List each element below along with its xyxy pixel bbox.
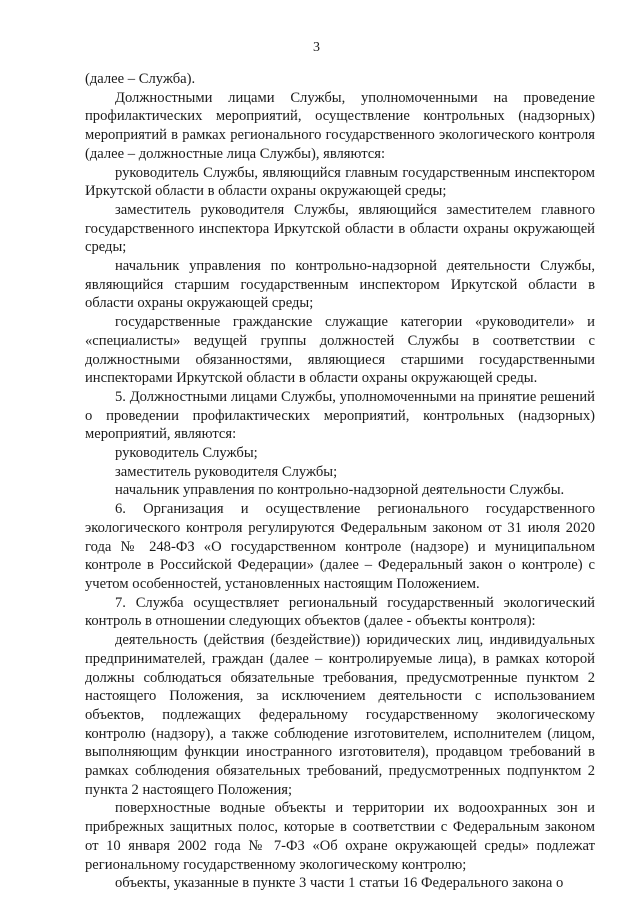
page-number: 3 — [313, 40, 320, 55]
paragraph: поверхностные водные объекты и территории их водоохранных зон и прибрежных защитных полос, которые в соответствии с Федеральным законом от 10 января 2002 года № 7-ФЗ «Об охране окружающей среды» подлежат региональному государственному экологическому контролю; — [85, 800, 595, 873]
document-body — [85, 70, 595, 893]
paragraph: объекты, указанные в пункте 3 части 1 статьи 16 Федерального закона о — [115, 875, 564, 892]
paragraph: руководитель Службы, являющийся главным государственным инспектором Иркутской области в области охраны окружающей среды; — [85, 164, 595, 200]
paragraph: 6. Организация и осуществление регионального государственного экологического контроля регулируются Федеральным законом от 31 июля 2020 года № 248-ФЗ «О государственном контроле (надзоре) и муниципальном контроле в Российской Федерации» (далее – Федеральный закон о контроле) с учетом особенностей, установленных настоящим Положением. — [85, 501, 595, 592]
paragraph: заместитель руководителя Службы, являющийся заместителем главного государственного инспектора Иркутской области в области охраны окружающей среды; — [85, 201, 595, 256]
paragraph: заместитель руководителя Службы; — [115, 463, 338, 480]
paragraph: начальник управления по контрольно-надзорной деятельности Службы, являющийся старшим государственным инспектором Иркутской области в области охраны окружающей среды; — [85, 258, 595, 312]
paragraph: государственные гражданские служащие категории «руководители» и «специалисты» ведущей группы должностей Службы в соответствии с должностными обязанностями, являющиеся старшими государственными инспекторами Иркутской области в области охраны окружающей среды. — [85, 314, 595, 387]
paragraph: 5. Должностными лицами Службы, уполномоченными на принятие решений о проведении профилактических мероприятий, контрольных (надзорных) мероприятий, являются: — [85, 388, 595, 443]
paragraph: 7. Служба осуществляет региональный государственный экологический контроль в отношении следующих объектов (далее - объекты контроля): — [85, 594, 595, 630]
paragraph: руководитель Службы; — [115, 445, 258, 462]
paragraph: Должностными лицами Службы, уполномоченными на проведение профилактических мероприятий, осуществление контрольных (надзорных) мероприятий в рамках регионального государственного экологического контроля (далее – должностные лица Службы), являются: — [85, 89, 595, 162]
paragraph: деятельность (действия (бездействие)) юридических лиц, индивидуальных предпринимателей, граждан (далее – контролируемые лица), в рамках которой должны соблюдаться обязательные требования, предусмотренные пунктом 2 настоящего Положения, за исключением деятельности с использованием объектов, подлежащих федеральному государственному экологическому контролю (надзору), а также соблюдение изготовителем, исполнителем (лицом, выполняющим функции иностранного изготовителя), продавцом требований в рамках соблюдения обязательных требований, предусмотренных подпунктом 2 пункта 2 настоящего Положения; — [85, 632, 595, 798]
paragraph: (далее – Служба). — [85, 71, 196, 87]
paragraph: начальник управления по контрольно-надзорной деятельности Службы. — [115, 482, 565, 499]
